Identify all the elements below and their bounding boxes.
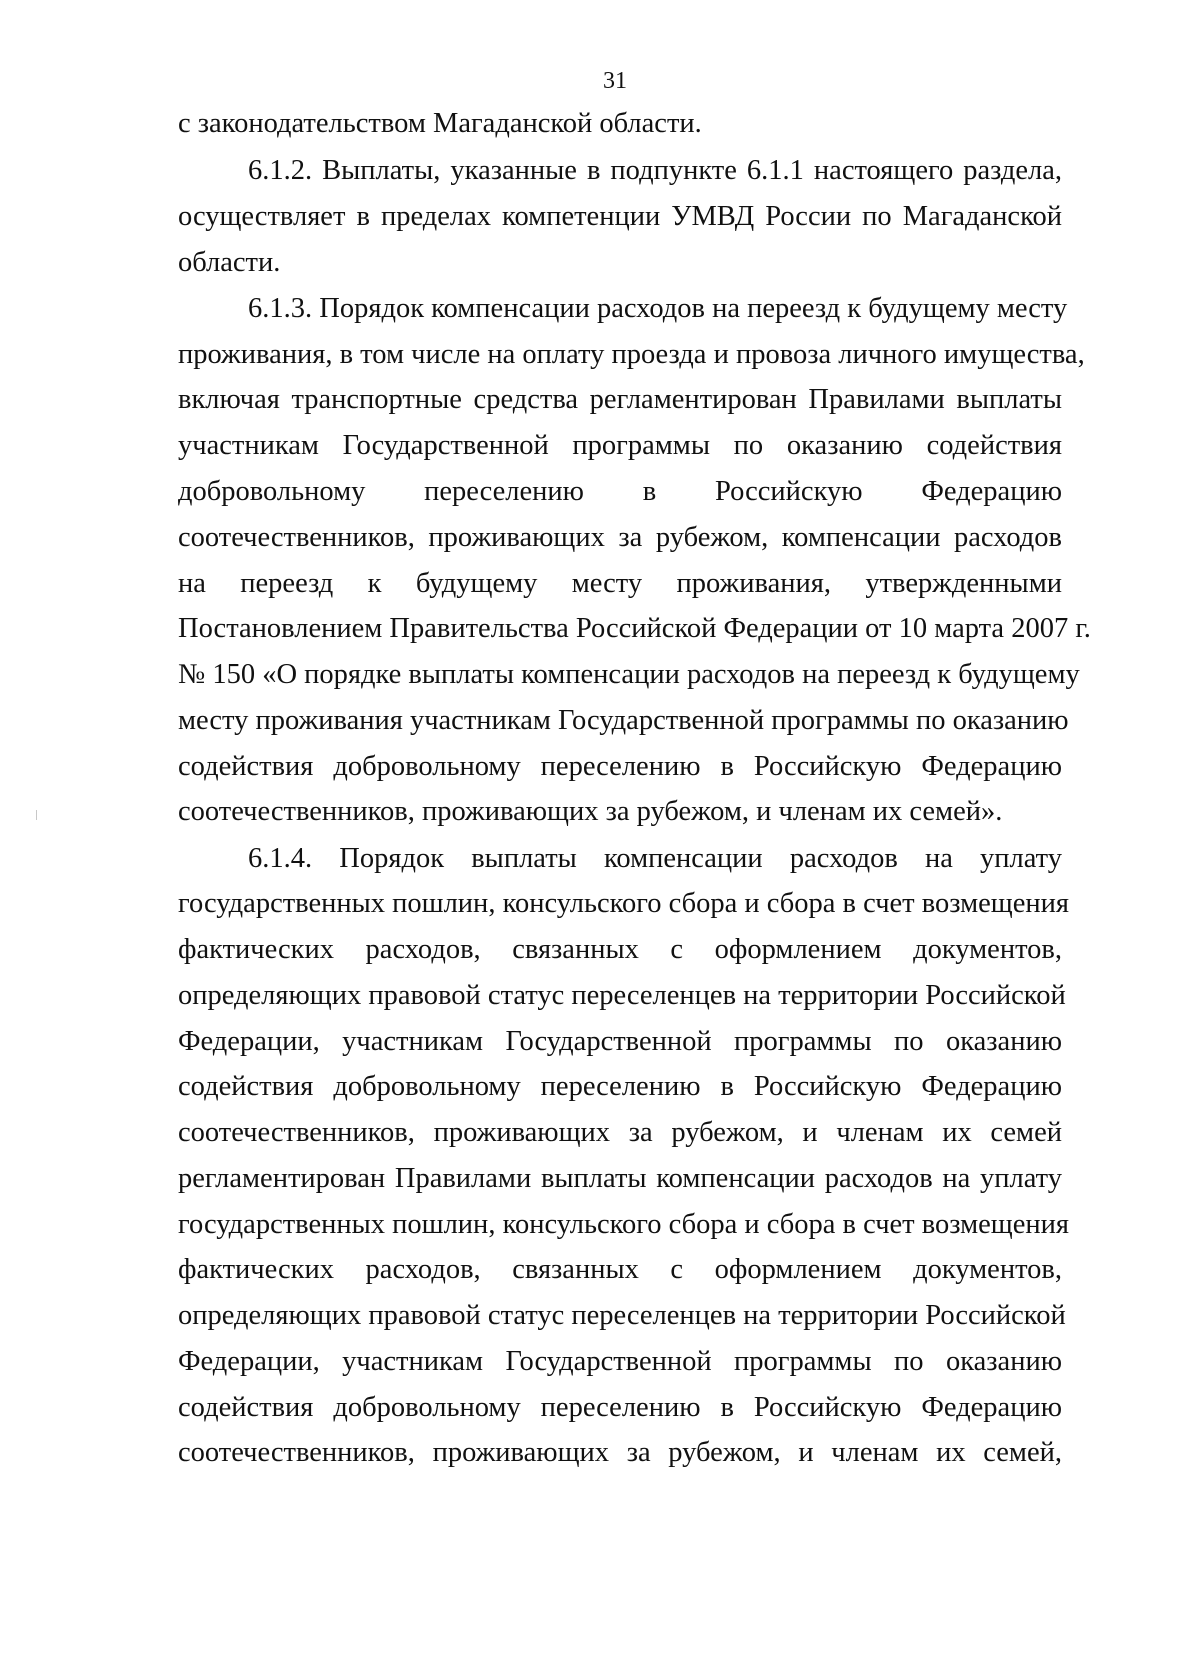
text-line: государственных пошлин, консульского сбора и сбора в счет возмещения [178, 888, 1070, 919]
text-line: включая транспортные средства регламентирован Правилами выплаты [178, 384, 1062, 415]
paragraph-first-line: 6.1.4. Порядок выплаты компенсации расходов на уплату [248, 843, 1062, 874]
text-line: содействия добровольному переселению в Российскую Федерацию [178, 1392, 1062, 1423]
text-line: Федерации, участникам Государственной программы по оказанию [178, 1346, 1062, 1377]
text-line: Постановлением Правительства Российской Федерации от 10 марта 2007 г. [178, 613, 1091, 644]
text-line: фактических расходов, связанных с оформлением документов, [178, 1254, 1062, 1285]
text-line: определяющих правовой статус переселенцев на территории Российской [178, 1300, 1066, 1331]
text-line: области. [178, 247, 281, 278]
text-line: государственных пошлин, консульского сбора и сбора в счет возмещения [178, 1209, 1070, 1240]
text-line: проживания, в том числе на оплату проезда и провоза личного имущества, [178, 339, 1085, 370]
text-line: содействия добровольному переселению в Российскую Федерацию [178, 1071, 1062, 1102]
paragraph-first-line: 6.1.2. Выплаты, указанные в подпункте 6.1.1 настоящего раздела, [248, 155, 1062, 186]
text-line: содействия добровольному переселению в Российскую Федерацию [178, 751, 1062, 782]
text-line: соотечественников, проживающих за рубежом, и членам их семей [178, 1117, 1062, 1148]
text-line: соотечественников, проживающих за рубежом, и членам их семей, [178, 1437, 1062, 1468]
text-line: на переезд к будущему месту проживания, утвержденными [178, 568, 1062, 599]
page-number: 31 [603, 68, 627, 94]
text-line: добровольному переселению в Российскую Федерацию [178, 476, 1062, 507]
text-line: регламентирован Правилами выплаты компенсации расходов на уплату [178, 1163, 1062, 1194]
text-line: соотечественников, проживающих за рубежом, компенсации расходов [178, 522, 1062, 553]
text-line: определяющих правовой статус переселенцев на территории Российской [178, 980, 1066, 1011]
text-line: участникам Государственной программы по оказанию содействия [178, 430, 1062, 461]
scan-edge-mark [36, 810, 37, 820]
text-line: фактических расходов, связанных с оформлением документов, [178, 934, 1062, 965]
paragraph-first-line: 6.1.3. Порядок компенсации расходов на переезд к будущему месту [248, 293, 1068, 324]
text-line: Федерации, участникам Государственной программы по оказанию [178, 1026, 1062, 1057]
text-line: № 150 «О порядке выплаты компенсации расходов на переезд к будущему [178, 659, 1080, 690]
text-line: месту проживания участникам Государственной программы по оказанию [178, 705, 1069, 736]
text-line: соотечественников, проживающих за рубежом, и членам их семей». [178, 796, 1003, 827]
text-line: осуществляет в пределах компетенции УМВД России по Магаданской [178, 201, 1062, 232]
text-line: с законодательством Магаданской области. [178, 108, 702, 139]
